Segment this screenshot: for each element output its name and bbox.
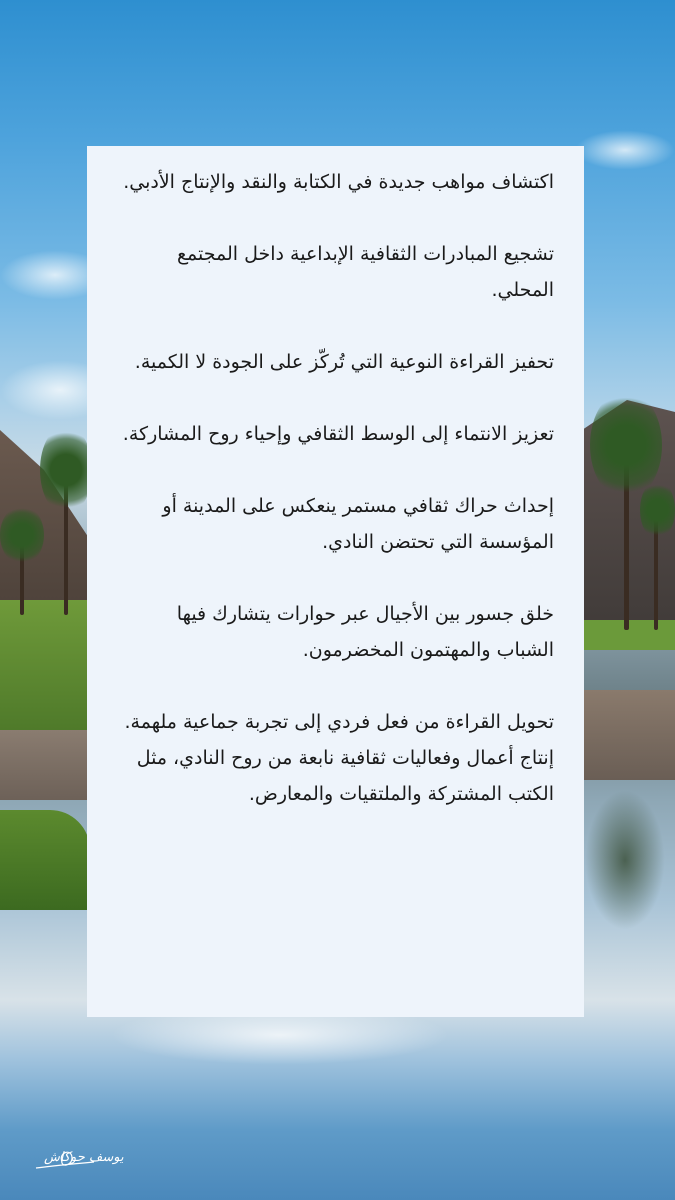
- goal-item: تحويل القراءة من فعل فردي إلى تجربة جماعية ملهمة.: [124, 711, 554, 733]
- goal-item: إنتاج أعمال وفعاليات ثقافية نابعة من روح النادي، مثل الكتب المشتركة والملتقيات والمعارض.: [136, 747, 554, 805]
- goal-item: اكتشاف مواهب جديدة في الكتابة والنقد والإنتاج الأدبي.: [123, 171, 554, 193]
- palm-tree: [640, 480, 675, 630]
- ground-left: [0, 730, 90, 800]
- goals-list: [117, 164, 554, 812]
- goal-item: تحفيز القراءة النوعية التي تُركّز على الجودة لا الكمية.: [134, 351, 554, 373]
- palm-tree: [40, 425, 90, 615]
- grass-left-lower: [0, 810, 90, 910]
- ground-right: [575, 690, 675, 780]
- goal-item: تعزيز الانتماء إلى الوسط الثقافي وإحياء روح المشاركة.: [122, 423, 554, 445]
- cloud: [575, 130, 675, 170]
- palm-reflection: [585, 790, 665, 930]
- palm-tree: [0, 505, 45, 615]
- goal-item: تشجيع المبادرات الثقافية الإبداعية داخل المجتمع المحلي.: [176, 243, 554, 301]
- signature-text: يوسف حوكاش: [44, 1150, 124, 1165]
- goal-item: إحداث حراك ثقافي مستمر ينعكس على المدينة أو المؤسسة التي تحتضن النادي.: [162, 495, 554, 553]
- text-card: [87, 146, 584, 1017]
- goal-item: خلق جسور بين الأجيال عبر حوارات يتشارك فيها الشباب والمهتمون المخضرمون.: [176, 603, 554, 661]
